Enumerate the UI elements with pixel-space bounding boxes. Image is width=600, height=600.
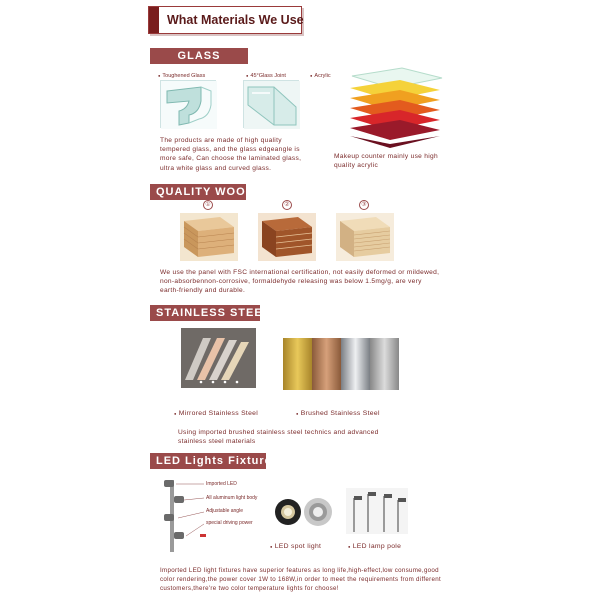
steel-description: Using imported brushed stainless steel technics and advanced stainless steel materials bbox=[178, 429, 379, 446]
page-title-box bbox=[148, 6, 302, 34]
toughened-glass-label: ● Toughened Glass bbox=[158, 73, 205, 79]
glass-heading: GLASS bbox=[150, 48, 248, 64]
led-spot-light-image bbox=[272, 494, 336, 530]
led-annotation-aluminum: All aluminum light body bbox=[206, 495, 258, 501]
wood-panel-image-1 bbox=[180, 213, 238, 261]
wood-heading: QUALITY WOOD bbox=[150, 184, 246, 200]
mirrored-steel-label: ● Mirrored Stainless Steel bbox=[174, 410, 258, 417]
wood-number-2: ② bbox=[282, 200, 292, 210]
acrylic-label: ● Acrylic bbox=[310, 73, 331, 79]
wood-number-1: ① bbox=[203, 200, 213, 210]
led-description: Imported LED light fixtures have superior features as long life,high-effect,low consume,good color rendering,the power cover 1W to 168W,in order to meet the requirements from different customers,there're two color temperature lights for choose! bbox=[160, 567, 441, 592]
led-lamp-pole-image bbox=[346, 488, 408, 534]
led-annotation-angle: Adjustable angle bbox=[206, 508, 243, 514]
glass-description: The products are made of high quality tempered glass, and the glass edgeangle is more safe, Can choose the laminated glass, ultra white glass and curved glass. bbox=[160, 137, 302, 172]
acrylic-note: Makeup counter mainly use high quality acrylic bbox=[334, 153, 438, 170]
page-title: What Materials We Use bbox=[167, 13, 304, 27]
wood-number-3: ③ bbox=[359, 200, 369, 210]
led-spot-label: ● LED spot light bbox=[270, 543, 321, 550]
wood-description: We use the panel with FSC international certification, not easily deformed or mildewed, non-absorbennon-corrosive, formaldehyde releasing was below 1.5mg/g, are very earth-friendly and durable. bbox=[160, 269, 440, 295]
led-annotation-power: special driving power bbox=[206, 520, 253, 526]
acrylic-stack-image bbox=[342, 64, 446, 148]
title-accent-bar bbox=[149, 7, 159, 33]
led-pole-label: ● LED lamp pole bbox=[348, 543, 401, 550]
glass-joint-image bbox=[243, 80, 299, 128]
led-annotation-imported: Imported LED bbox=[206, 481, 237, 487]
wood-panel-image-3 bbox=[336, 213, 394, 261]
led-heading: LED Lights Fixtures bbox=[150, 453, 266, 469]
steel-heading: STAINLESS STEEL bbox=[150, 305, 260, 321]
wood-panel-image-2 bbox=[258, 213, 316, 261]
brushed-steel-image bbox=[283, 338, 399, 390]
glass-joint-label: ● 45°Glass Joint bbox=[246, 73, 286, 79]
brushed-steel-label: ● Brushed Stainless Steel bbox=[296, 410, 380, 417]
mirrored-steel-image bbox=[181, 328, 256, 388]
toughened-glass-image bbox=[160, 80, 216, 128]
